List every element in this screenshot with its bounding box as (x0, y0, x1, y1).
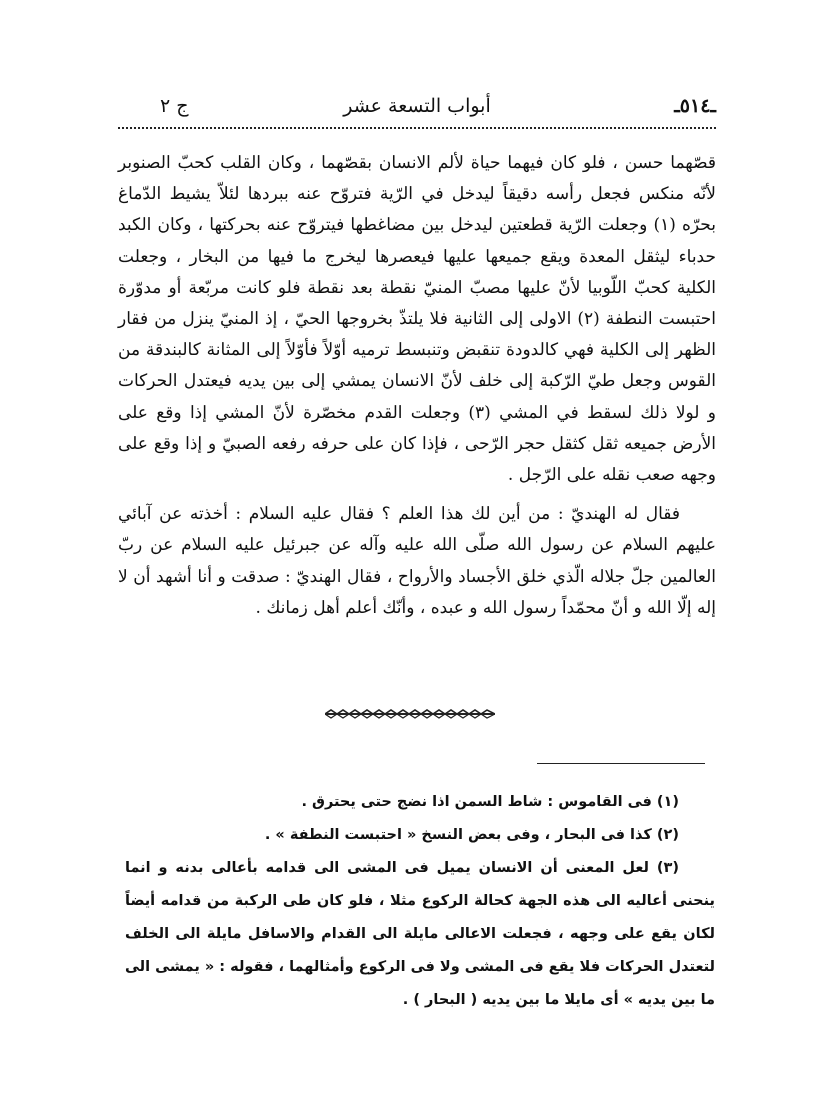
footnotes (125, 786, 715, 1017)
footnote-3: (٣) لعل المعنى أن الانسان يميل فى المشى الى قدامه بأعالى بدنه و انما ينحنى أعاليه الى هذه الجهة كحالة الركوع مثلا ، فلو كان طى الركبة من قدامه أيضاً لكان يقع على وجهه ، فجعلت الاعالى مايلة الى القدام والاسافل مايلة الى الخلف لتعتدل الحركات فلا يقع فى المشى ولا فى الركوع وأمثالهما ، فقوله : « يمشى الى ما بين يديه » أى مايلا ما بين يديه ( البحار ) . (125, 860, 715, 1008)
chapter-title: أبواب التسعة عشر (343, 95, 491, 117)
page-header (118, 95, 716, 131)
header-dotted-divider (118, 127, 716, 129)
footnote-divider (537, 763, 705, 764)
volume-label: ج ٢ (160, 95, 189, 117)
body-paragraph: قصّهما حسن ، فلو كان فيهما حياة لألم الانسان بقصّهما ، وكان القلب كحبّ الصنوبر لأنّه منكس فجعل رأسه دقيقاً ليدخل في الرّية فتروّح عنه ببردها لئلاّ يشيط الدّماغ بحرّه (١) وجعلت الرّية قطعتين ليدخل بين مضاغطها فيتروّح عنه بحركتها ، وكان الكبد حدباء ليثقل المعدة ويقع جميعها عليها فيعصرها ليخرج ما فيها من البخار ، وجعلت الكلية كحبّ اللّوبيا لأنّ عليها مصبّ المنيّ نقطة بعد نقطة فلو كانت مربّعة أو مدوّرة احتبست النطفة (٢) الاولى إلى الثانية فلا يلتذّ بخروجها الحيّ ، إذ المنيّ ينزل من فقار الظهر إلى الكلية فهي كالدودة تنقبض وتنبسط ترميه أوّلاً فأوّلاً إلى المثانة كالبندقة من القوس وجعل طيّ الرّكبة إلى خلف لأنّ الانسان يمشي إلى بين يديه فيعتدل الحركات و لولا ذلك لسقط في المشي (٣) وجعلت القدم مخصّرة لأنّ المشي إذا وقع على الأرض جميعه ثقل كثقل حجر الرّحى ، فإذا كان على حرفه رفعه الصبيّ و إذا وقع على وجهه صعب نقله على الرّجل . (118, 153, 717, 486)
footnote-2: (٢) كذا فى البحار ، وفى بعض النسخ « احتبست النطفة » . (264, 827, 679, 843)
section-ornament (325, 708, 495, 720)
footnote-1: (١) فى القاموس : شاط السمن اذا نضج حتى يحترق . (301, 794, 679, 810)
body-paragraph: فقال له الهنديّ : من أين لك هذا العلم ؟ فقال عليه السلام : أخذته عن آبائي عليهم السلام عن رسول الله صلّى الله عليه وآله عن جبرئيل عليه السلام عن ربّ العالمين جلّ جلاله الّذي خلق الأجساد والأرواح ، فقال الهنديّ : صدقت و أنا أشهد أن لا إله إلّا الله و أنّ محمّداً رسول الله و عبده ، وأنّك أعلم أهل زمانك . (118, 504, 716, 618)
page-number: ـ٥١٤ـ (674, 95, 716, 117)
main-text (118, 148, 716, 624)
